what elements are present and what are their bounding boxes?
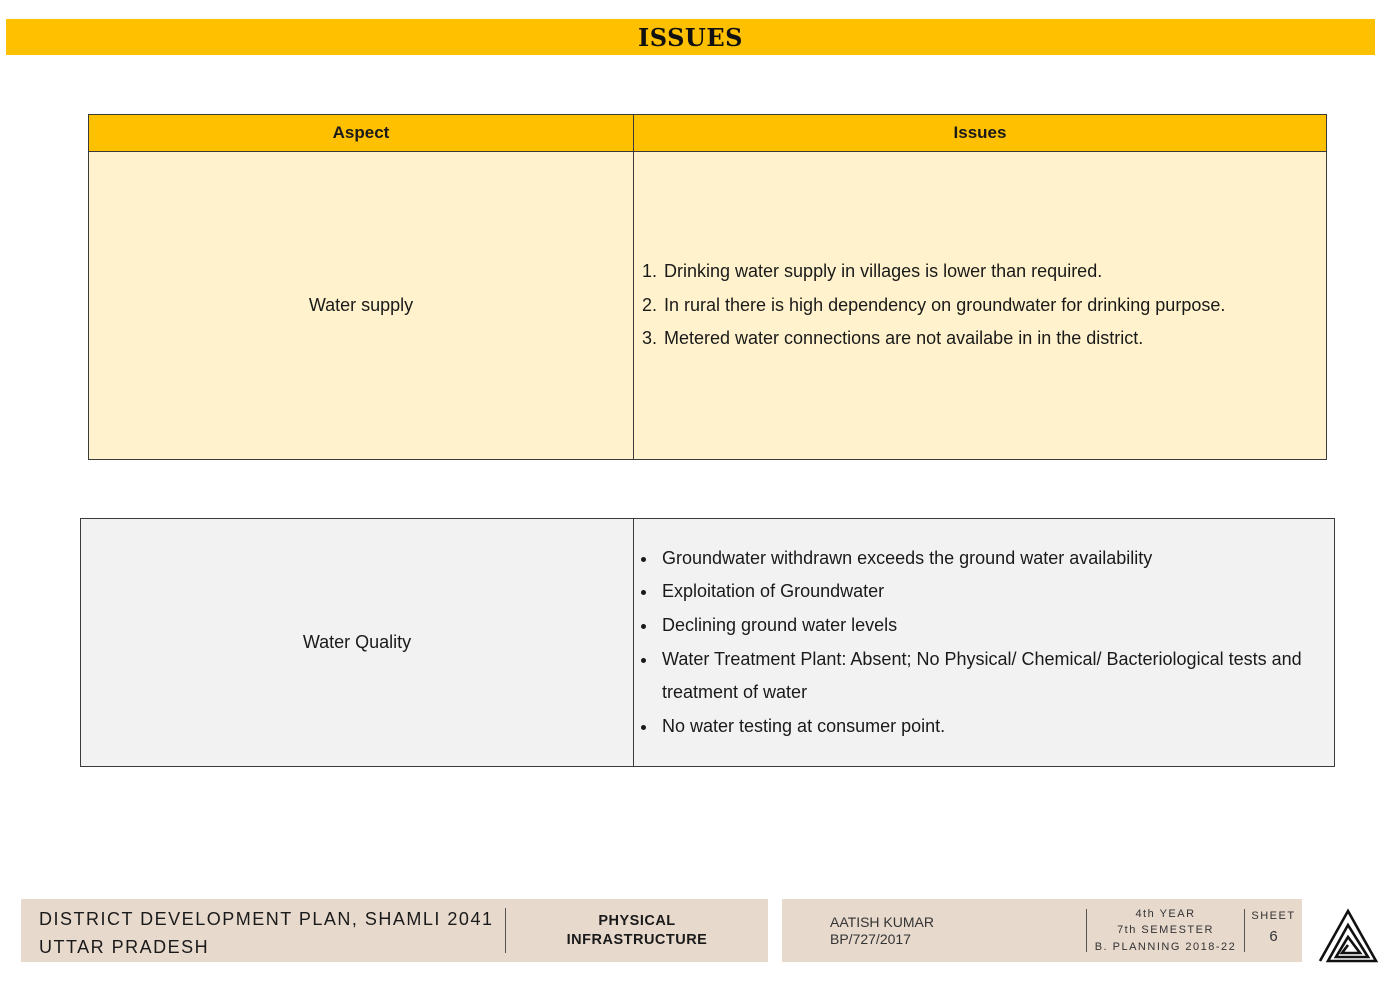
list-item: 1. Drinking water supply in villages is lower than required. xyxy=(662,255,1322,289)
issues-header: Issues xyxy=(634,115,1327,152)
list-item: • Declining ground water levels xyxy=(658,609,1330,643)
title-bar xyxy=(6,19,1375,55)
page-title: ISSUES xyxy=(638,22,743,52)
plan-title-line2: UTTAR PRADESH xyxy=(39,937,210,957)
footer-title-block xyxy=(21,899,768,962)
list-item: • No water testing at consumer point. xyxy=(658,710,1330,744)
water-supply-table xyxy=(88,114,1327,460)
list-item: • Exploitation of Groundwater xyxy=(658,575,1330,609)
sheet-number: 6 xyxy=(1269,928,1278,945)
list-item: • Groundwater withdrawn exceeds the ground water availability xyxy=(658,542,1330,576)
sheet-info xyxy=(1245,899,1302,962)
table-row xyxy=(89,152,1327,460)
water-quality-table xyxy=(80,518,1335,767)
author-info xyxy=(782,909,1087,952)
author-name: AATISH KUMAR xyxy=(830,913,934,930)
issues-cell xyxy=(634,152,1327,460)
issues-list xyxy=(638,542,1330,744)
author-id: BP/727/2017 xyxy=(830,930,911,947)
issues-list xyxy=(638,255,1322,356)
sheet-topic xyxy=(506,899,768,962)
aspect-cell: Water supply xyxy=(89,152,634,460)
semester-info xyxy=(1087,909,1245,952)
issues-cell xyxy=(634,519,1335,767)
plan-title xyxy=(21,908,506,957)
triangle-spiral-logo-icon xyxy=(1318,907,1378,963)
topic-line2: INFRASTRUCTURE xyxy=(566,931,708,948)
aspect-header: Aspect xyxy=(89,115,634,152)
course-label: B. PLANNING 2018-22 xyxy=(1094,940,1237,953)
plan-title-line1: DISTRICT DEVELOPMENT PLAN, SHAMLI 2041 xyxy=(39,909,494,929)
footer-info-block xyxy=(782,899,1302,962)
table-header-row xyxy=(89,115,1327,152)
list-item: 2. In rural there is high dependency on groundwater for drinking purpose. xyxy=(662,289,1322,323)
sheet-label: SHEET xyxy=(1251,910,1296,922)
year-label: 4th YEAR xyxy=(1135,907,1196,920)
aspect-cell: Water Quality xyxy=(81,519,634,767)
list-item: • Water Treatment Plant: Absent; No Physical/ Chemical/ Bacteriological tests and treatment of water xyxy=(658,643,1330,710)
list-item: 3. Metered water connections are not availabe in in the district. xyxy=(662,322,1322,356)
table-row xyxy=(81,519,1335,767)
semester-label: 7th SEMESTER xyxy=(1117,924,1214,937)
topic-line1: PHYSICAL xyxy=(598,912,676,929)
